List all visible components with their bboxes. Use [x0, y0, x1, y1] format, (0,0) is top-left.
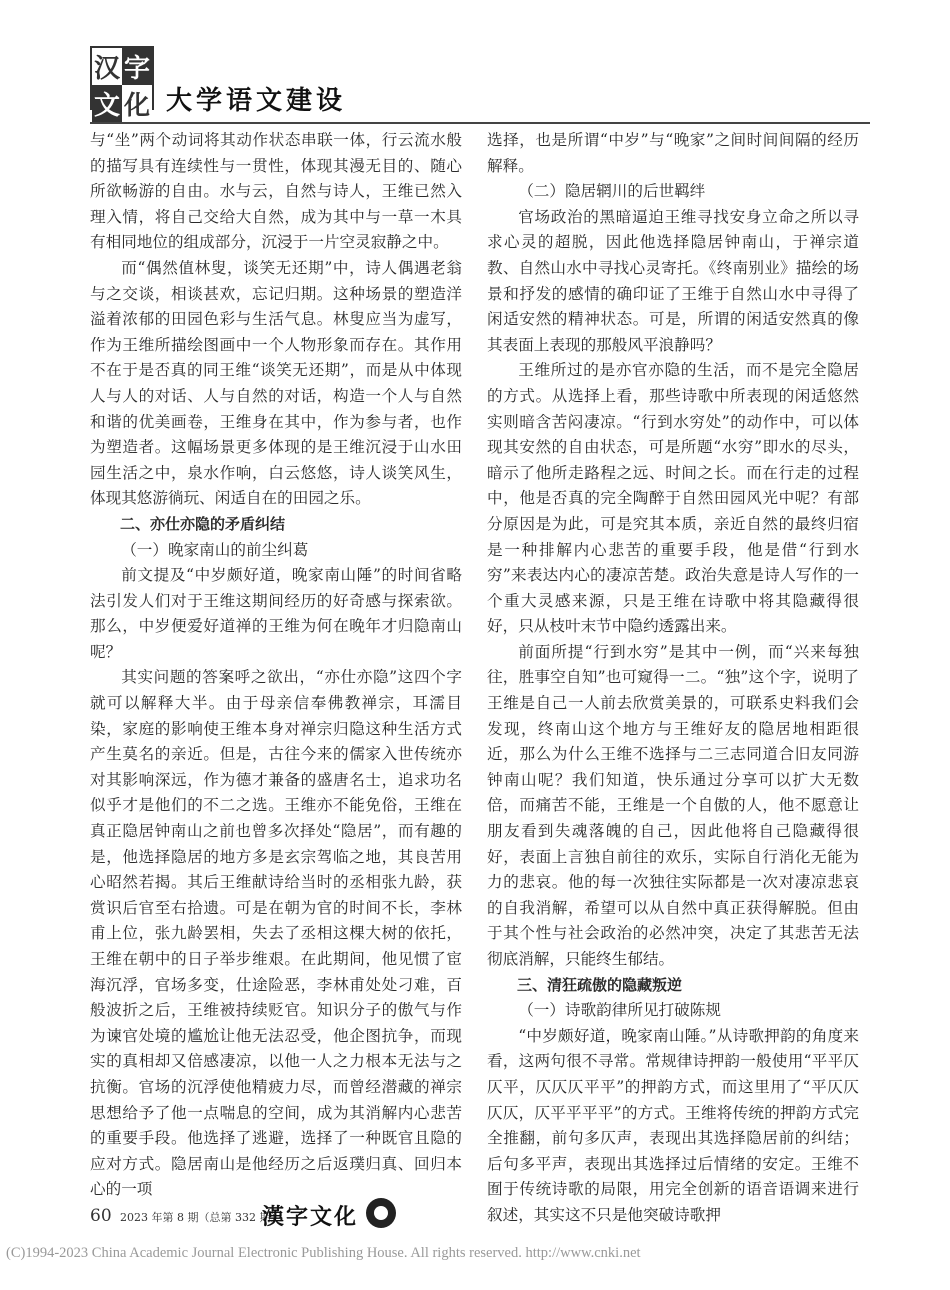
logo-char: 汉	[92, 48, 122, 85]
section-heading: 二、亦仕亦隐的矛盾纠结	[120, 514, 286, 533]
page-header	[90, 46, 870, 126]
logo-char: 字	[122, 48, 152, 85]
paragraph: 选择，也是所谓“中岁”与“晚家”之间时间间隔的经历解释。	[487, 131, 859, 175]
logo-char: 化	[122, 85, 152, 122]
subsection-heading: （一）诗歌韵律所见打破陈规	[518, 1001, 721, 1020]
paragraph: “中岁颇好道，晚家南山陲。”从诗歌押韵的角度来看，这两句很不寻常。常规律诗押韵一般使用“平平仄仄平，仄仄仄平平”的押韵方式，而这里用了“平仄仄仄仄，仄平平平平”的方式。王维将传统的押韵方式完全推翻，前句多仄声，表现出其选择隐居前的纠结；后句多平声，表现出其选择过后情绪的安定。王维不囿于传统诗歌的局限，用完全创新的语音语调来进行叙述，其实这不只是他突破诗歌押	[487, 1026, 859, 1224]
right-column	[487, 128, 859, 1229]
issue-info: 2023 年第 8 期（总第 332 期）	[120, 1211, 282, 1224]
page-number: 60	[90, 1206, 112, 1226]
paragraph: 王维所过的是亦官亦隐的生活，而不是完全隐居的方式。从选择上看，那些诗歌中所表现的闲适悠然实则暗含苦闷凄凉。“行到水穷处”的动作中，可以体现其安然的自由状态，可是所题“水穷”即水的尽头，暗示了他所走路程之远、时间之长。而在行走的过程中，他是否真的完全陶醉于自然田园风光中呢？有部分原因是为此，可是究其本质，亲近自然的最终归宿是一种排解内心悲苦的重要手段，他是借“行到水穷”来表达内心的凄凉苦楚。政治失意是诗人写作的一个重大灵感来源，只是王维在诗歌中将其隐藏得很好，只从枝叶末节中隐约透露出来。	[487, 361, 859, 636]
section-heading: 三、清狂疏傲的隐藏叛逆	[517, 975, 683, 994]
paragraph: 前面所提“行到水穷”是其中一例，而“兴来每独往，胜事空自知”也可窥得一二。“独”这个字，说明了王维是自己一人前去欣赏美景的，可联系史料我们会发现，终南山这个地方与王维好友的隐居地相距很近，那么为什么王维不选择与二三志同道合旧友同游钟南山呢？我们知道，快乐通过分享可以扩大无数倍，而痛苦不能，王维是一个自傲的人，他不愿意让朋友看到失魂落魄的自己，因此他将自己隐藏得很好，表面上言独自前往的欢乐，实际自行消化无能为力的悲哀。他的每一次独往实际都是一次对凄凉悲哀的自我消解，希望可以从自然中真正获得解脱。但由于其个性与社会政治的必然冲突，决定了其悲苦无法彻底消解，只能终生郁结。	[487, 642, 859, 968]
subsection-heading: （二）隐居辋川的后世羁绊	[518, 182, 706, 201]
copyright-notice: (C)1994-2023 China Academic Journal Electronic Publishing House. All rights reserved. http://www.cnki.net	[6, 1245, 641, 1261]
paragraph: 前文提及“中岁颇好道，晚家南山陲”的时间省略法引发人们对于王维这期间经历的好奇感与探索欲。那么，中岁便爱好道禅的王维为何在晚年才归隐南山呢？	[90, 566, 462, 661]
paragraph: 其实问题的答案呼之欲出，“亦仕亦隐”这四个字就可以解释大半。由于母亲信奉佛教禅宗，耳濡目染，家庭的影响使王维本身对禅宗归隐这种生活方式产生莫名的亲近。但是，古往今来的儒家入世传统亦对其影响深远，作为德才兼备的盛唐名士，追求功名似乎才是他们的不二之选。王维亦不能免俗，王维在真正隐居钟南山之前也曾多次择处“隐居”，而有趣的是，他选择隐居的地方多是玄宗驾临之地，其良苦用心昭然若揭。其后王维献诗给当时的丞相张九龄，获赏识后官至右拾遗。可是在朝为官的时间不长，李林甫上位，张九龄罢相，失去了丞相这棵大树的依托，王维在朝中的日子举步维艰。在此期间，他见惯了宦海沉浮，官场多变，仕途险恶，李林甫处处刁难，百般波折之后，王维被持续贬官。知识分子的傲气与作为谏官处境的尴尬让他无法忍受，他企图抗争，而现实的真相却又倍感凄凉，以他一人之力根本无法与之抗衡。官场的沉浮使他精疲力尽，而曾经潜藏的禅宗思想给予了他一点喘息的空间，成为其消解内心悲苦的重要手段。他选择了逃避，选择了一种既官且隐的应对方式。隐居南山是他经历之后返璞归真、回归本心的一项	[90, 668, 462, 1199]
left-column	[90, 128, 462, 1203]
seal-icon	[366, 1198, 396, 1228]
section-title: 大学语文建设	[166, 86, 347, 116]
paragraph: 与“坐”两个动词将其动作状态串联一体，行云流水般的描写具有连续性与一贯性，体现其漫无目的、随心所欲畅游的自由。水与云，自然与诗人，王维已然入理入情，将自己交给大自然，成为其中与一草一木具有相同地位的组成部分，沉浸于一片空灵寂静之中。	[90, 131, 462, 252]
paragraph: 官场政治的黑暗逼迫王维寻找安身立命之所以寻求心灵的超脱，因此他选择隐居钟南山，于禅宗道教、自然山水中寻找心灵寄托。《终南别业》描绘的场景和抒发的感情的确印证了王维于自然山水中寻得了闲适安然的精神状态。可是，所谓的闲适安然真的像其表面上表现的那般风平浪静吗？	[487, 207, 859, 354]
magazine-name: 漢字文化	[262, 1204, 359, 1230]
journal-logo	[90, 46, 154, 121]
header-divider	[90, 122, 870, 124]
paragraph: 而“偶然值林叟，谈笑无还期”中，诗人偶遇老翁与之交谈，相谈甚欢，忘记归期。这种场景的塑造洋溢着浓郁的田园色彩与生活气息。林叟应当为虚写，作为王维所描绘图画中一个人物形象而存在。其作用不在于是否真的同王维“谈笑无还期”，而是从中体现人与人的对话、人与自然的对话，构造一个人与自然和谐的优美画卷，王维身在其中，作为参与者，也作为塑造者。这幅场景更多体现的是王维沉浸于山水田园生活之中，泉水作响，白云悠悠，诗人谈笑风生，体现其悠游徜玩、闲适自在的田园之乐。	[90, 258, 462, 508]
subsection-heading: （一）晚家南山的前尘纠葛	[121, 540, 309, 559]
page-footer	[90, 1198, 490, 1232]
logo-char: 文	[92, 85, 122, 122]
